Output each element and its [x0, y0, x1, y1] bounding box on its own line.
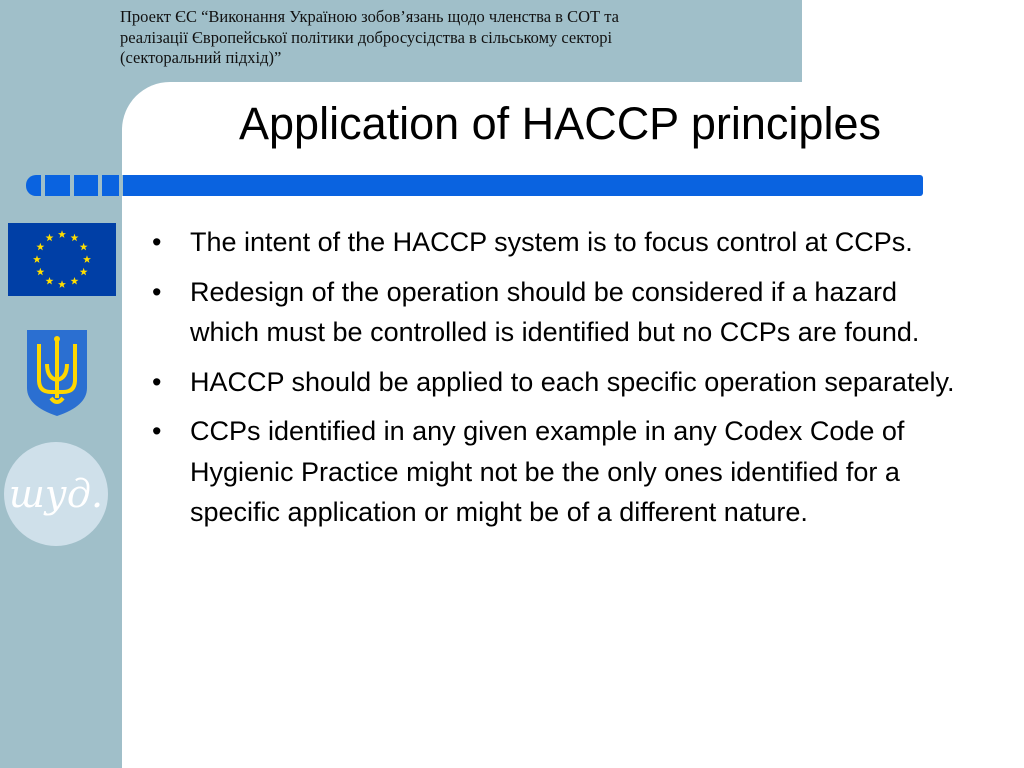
project-caption-line-1: Проект ЄС “Виконання Україною зобов’язань щодо членства в СОТ та — [120, 7, 619, 26]
bullet-text: HACCP should be applied to each specific operation separately. — [190, 366, 955, 397]
bullet-item — [148, 411, 968, 533]
divider-stripe — [70, 175, 74, 196]
ujd-logo-icon — [3, 441, 109, 547]
ukraine-trident-icon — [25, 328, 89, 418]
title-divider-bar — [26, 175, 923, 196]
bullet-dot: • — [152, 416, 162, 446]
bullet-dot: • — [152, 276, 162, 307]
bullet-item — [148, 272, 968, 353]
bullet-item — [148, 222, 968, 263]
divider-stripe — [98, 175, 102, 196]
bullet-dot: • — [152, 227, 162, 257]
ujd-logo-text: шуд. — [8, 472, 104, 516]
bullet-text: Redesign of the operation should be considered if a hazard which must be controlled is identified but no CCPs are found. — [190, 276, 920, 347]
bullet-text: The intent of the HACCP system is to focus control at CCPs. — [190, 227, 913, 257]
bullet-item — [148, 362, 968, 403]
header-curve — [122, 82, 170, 130]
slide-title: Application of HACCP principles — [239, 98, 881, 149]
divider-stripe — [119, 175, 123, 196]
bullet-text: CCPs identified in any given example in any Codex Code of Hygienic Practice might not be the only ones identified for a specific application or might be of a different nature. — [190, 416, 905, 527]
trident-tip — [54, 336, 60, 342]
divider-stripe — [41, 175, 45, 196]
project-caption — [120, 7, 780, 69]
project-caption-line-2: реалізації Європейської політики добросусідства в сільському секторі — [120, 27, 613, 47]
bullet-list — [148, 222, 968, 542]
project-caption-line-3: (секторальний підхід)” — [120, 48, 282, 67]
bullet-dot: • — [152, 366, 162, 397]
eu-flag-icon — [8, 223, 116, 296]
